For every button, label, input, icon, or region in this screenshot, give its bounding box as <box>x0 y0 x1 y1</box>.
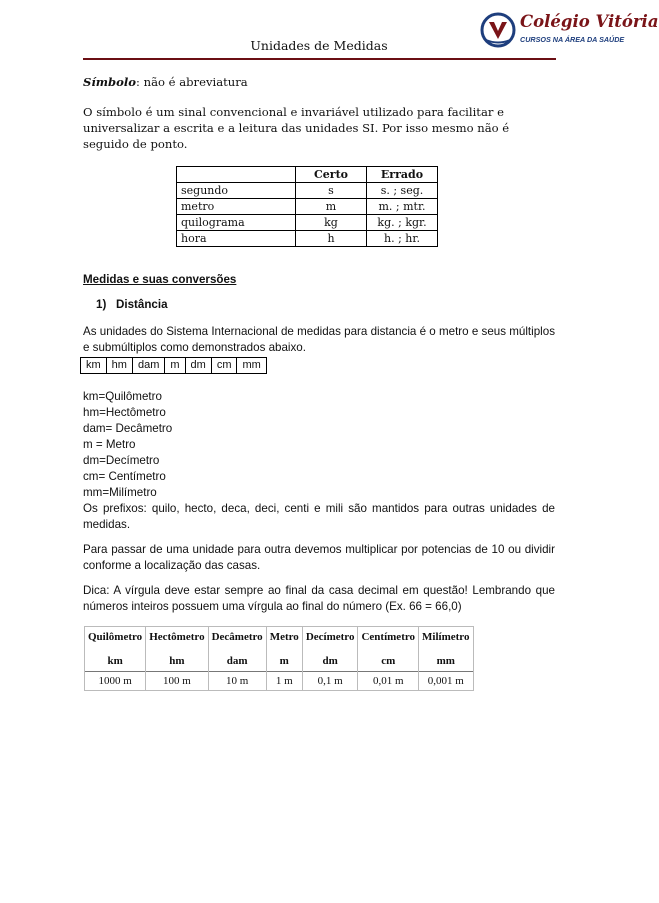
table-cell: h. ; hr. <box>367 231 438 247</box>
unit-name: Decímetro <box>305 631 355 643</box>
unit-name: Quilômetro <box>88 631 143 643</box>
subsection-heading: 1) Distância <box>96 298 168 311</box>
list-item: dam= Decâmetro <box>83 422 173 435</box>
table-header-cell <box>208 627 266 672</box>
table-header-cell <box>358 627 419 672</box>
list-item: mm=Milímetro <box>83 486 157 499</box>
unit-abbr: dam <box>226 655 248 667</box>
units-table <box>80 357 267 374</box>
conversion-paragraph: Para passar de uma unidade para outra devemos multiplicar por potencias de 10 ou dividir conforme a localização das casas. <box>83 543 555 572</box>
unit-name: Milímetro <box>422 631 470 643</box>
table-header-row <box>85 627 474 672</box>
unit-abbr: m <box>279 655 289 667</box>
conversion-table <box>84 626 474 691</box>
table-header-cell <box>302 627 358 672</box>
table-header-cell <box>266 627 302 672</box>
table-row <box>81 358 267 374</box>
table-row <box>177 199 438 215</box>
table-cell: m <box>296 199 367 215</box>
table-cell: dm <box>185 358 211 374</box>
list-item: hm=Hectômetro <box>83 406 166 419</box>
table-cell: hm <box>106 358 132 374</box>
table-header-cell <box>146 627 208 672</box>
list-item: dm=Decímetro <box>83 454 160 467</box>
symbol-definition: : não é abreviatura <box>136 75 248 89</box>
table-header-cell <box>419 627 473 672</box>
header-divider <box>83 58 556 60</box>
symbols-table <box>176 166 438 247</box>
unit-abbr: hm <box>169 655 185 667</box>
table-cell: h <box>296 231 367 247</box>
table-header-row <box>177 167 438 183</box>
table-cell: m <box>165 358 185 374</box>
table-row <box>85 672 474 691</box>
table-header-cell <box>85 627 146 672</box>
list-item: m = Metro <box>83 438 136 451</box>
list-item: cm= Centímetro <box>83 470 166 483</box>
tip-paragraph: Dica: A vírgula deve estar sempre ao final da casa decimal em questão! Lembrando que números inteiros possuem uma vírgula ao final do número (Ex. 66 = 66,0) <box>83 584 555 613</box>
table-cell: m. ; mtr. <box>367 199 438 215</box>
list-item: km=Quilômetro <box>83 390 162 403</box>
table-cell: dam <box>132 358 164 374</box>
unit-abbr: dm <box>322 655 338 667</box>
unit-name: Decâmetro <box>211 631 263 643</box>
table-cell: 1000 m <box>85 672 146 691</box>
table-cell: 0,1 m <box>302 672 358 691</box>
symbol-label: Símbolo <box>83 75 137 89</box>
table-header-cell: Errado <box>367 167 438 183</box>
unit-name: Metro <box>269 631 299 643</box>
units-paragraph: As unidades do Sistema Internacional de medidas para distancia é o metro e seus múltiplos e submúltiplos como demonstrados abaixo. <box>83 325 555 354</box>
table-cell: hora <box>177 231 296 247</box>
symbol-line <box>83 74 555 90</box>
table-cell: kg. ; kgr. <box>367 215 438 231</box>
unit-abbr: km <box>107 655 123 667</box>
page-header-title: Unidades de Medidas <box>250 38 388 53</box>
section-heading: Medidas e suas conversões <box>83 273 237 286</box>
symbol-paragraph: O símbolo é um sinal convencional e invariável utilizado para facilitar e universalizar a escrita e a leitura das unidades SI. Por isso mesmo não é seguido de ponto. <box>83 105 510 151</box>
table-row <box>177 215 438 231</box>
table-cell: quilograma <box>177 215 296 231</box>
table-cell: segundo <box>177 183 296 199</box>
table-cell: kg <box>296 215 367 231</box>
table-header-cell <box>177 167 296 183</box>
unit-name: Centímetro <box>361 631 416 643</box>
table-cell: s. ; seg. <box>367 183 438 199</box>
table-cell: 0,001 m <box>419 672 473 691</box>
unit-name: Hectômetro <box>149 631 205 643</box>
table-cell: 10 m <box>208 672 266 691</box>
table-cell: cm <box>211 358 237 374</box>
table-row <box>177 183 438 199</box>
table-cell: s <box>296 183 367 199</box>
definitions-list <box>83 389 555 533</box>
table-row <box>177 231 438 247</box>
unit-abbr: cm <box>381 655 396 667</box>
logo-tagline: CURSOS NA ÁREA DA SAÚDE <box>520 35 625 44</box>
logo-brand-name: Colégio Vitória <box>520 12 659 31</box>
table-cell: 100 m <box>146 672 208 691</box>
table-cell: km <box>81 358 107 374</box>
unit-abbr: mm <box>436 655 455 667</box>
table-cell: mm <box>237 358 266 374</box>
table-cell: 1 m <box>266 672 302 691</box>
table-header-cell: Certo <box>296 167 367 183</box>
prefixes-paragraph: Os prefixos: quilo, hecto, deca, deci, centi e mili são mantidos para outras unidades de medidas. <box>83 502 555 531</box>
table-cell: 0,01 m <box>358 672 419 691</box>
table-cell: metro <box>177 199 296 215</box>
